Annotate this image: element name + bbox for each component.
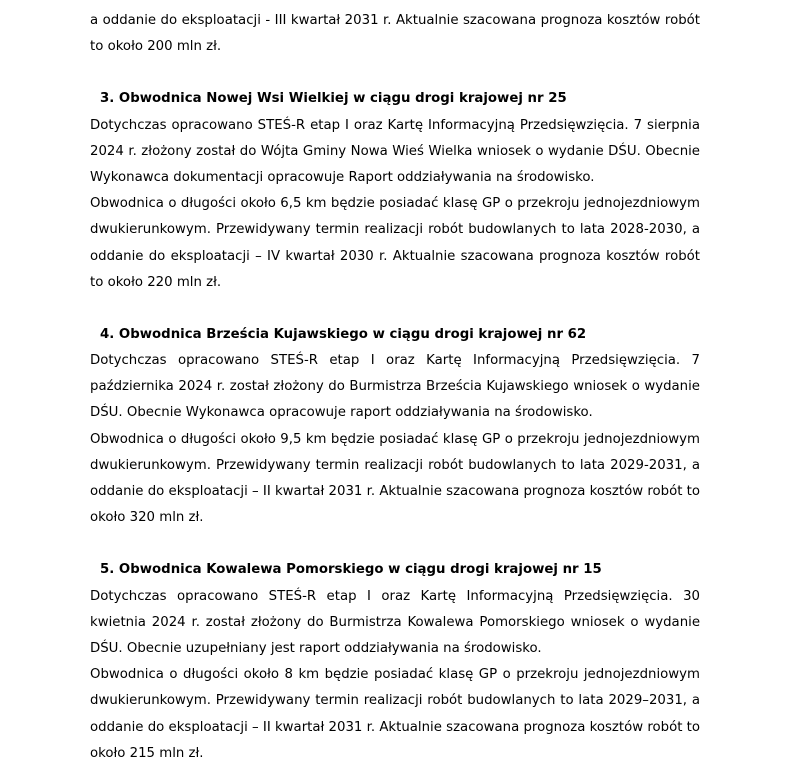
section-spacer xyxy=(90,60,700,86)
section-3-paragraph-2: Obwodnica o długości około 6,5 km będzie posiadać klasę GP o przekroju jednojezdniowym dwukierunkowym. Przewidywany termin realizacji robót budowlanych to lata 2028-2030, a oddanie do eksploatacji – IV kwartał 2030 r. Aktualnie szacowana prognoza kosztów robót to około 220 mln zł. xyxy=(90,196,700,290)
paragraph-continuation: a oddanie do eksploatacji - III kwartał 2031 r. Aktualnie szacowana prognoza kosztów robót to około 200 mln zł. xyxy=(90,13,700,55)
section-4-paragraph-2: Obwodnica o długości około 9,5 km będzie posiadać klasę GP o przekroju jednojezdniowym dwukierunkowym. Przewidywany termin realizacji robót budowlanych to lata 2029-2031, a oddanie do eksploatacji – II kwartał 2031 r. Aktualnie szacowana prognoza kosztów robót to około 320 mln zł. xyxy=(90,431,700,526)
section-5-paragraph-1: Dotychczas opracowano STEŚ-R etap I oraz Kartę Informacyjną Przedsięwzięcia. 30 kwietnia 2024 r. został złożony do Burmistrza Kowalewa Pomorskiego wniosek o wydanie DŚU. Obecnie uzupełniany jest raport oddziaływania na środowisko. xyxy=(90,588,700,656)
section-5-paragraph-2: Obwodnica o długości około 8 km będzie posiadać klasę GP o przekroju jednojezdniowym dwukierunkowym. Przewidywany termin realizacji robót budowlanych to lata 2029–2031, a oddanie do eksploatacji – II kwartał 2031 r. Aktualnie szacowana prognoza kosztów robót to około 215 mln zł. xyxy=(90,667,700,761)
section-heading-4: 4. Obwodnica Brześcia Kujawskiego w ciągu drogi krajowej nr 62 xyxy=(100,326,587,342)
section-heading-3: 3. Obwodnica Nowej Wsi Wielkiej w ciągu drogi krajowej nr 25 xyxy=(100,91,567,107)
section-4-paragraph-1: Dotychczas opracowano STEŚ-R etap I oraz Kartę Informacyjną Przedsięwzięcia. 7 października 2024 r. został złożony do Burmistrza Brześcia Kujawskiego wniosek o wydanie DŚU. Obecnie Wykonawca opracowuje raport oddziaływania na środowisko. xyxy=(90,353,700,421)
section-heading-5: 5. Obwodnica Kowalewa Pomorskiego w ciągu drogi krajowej nr 15 xyxy=(100,562,602,578)
section-spacer xyxy=(90,531,700,557)
section-3-paragraph-1: Dotychczas opracowano STEŚ-R etap I oraz Kartę Informacyjną Przedsięwzięcia. 7 sierpnia 2024 r. złożony został do Wójta Gminy Nowa Wieś Wielka wniosek o wydanie DŚU. Obecnie Wykonawca dokumentacji opracowuje Raport oddziaływania na środowisko. xyxy=(90,117,700,185)
section-spacer xyxy=(90,296,700,322)
